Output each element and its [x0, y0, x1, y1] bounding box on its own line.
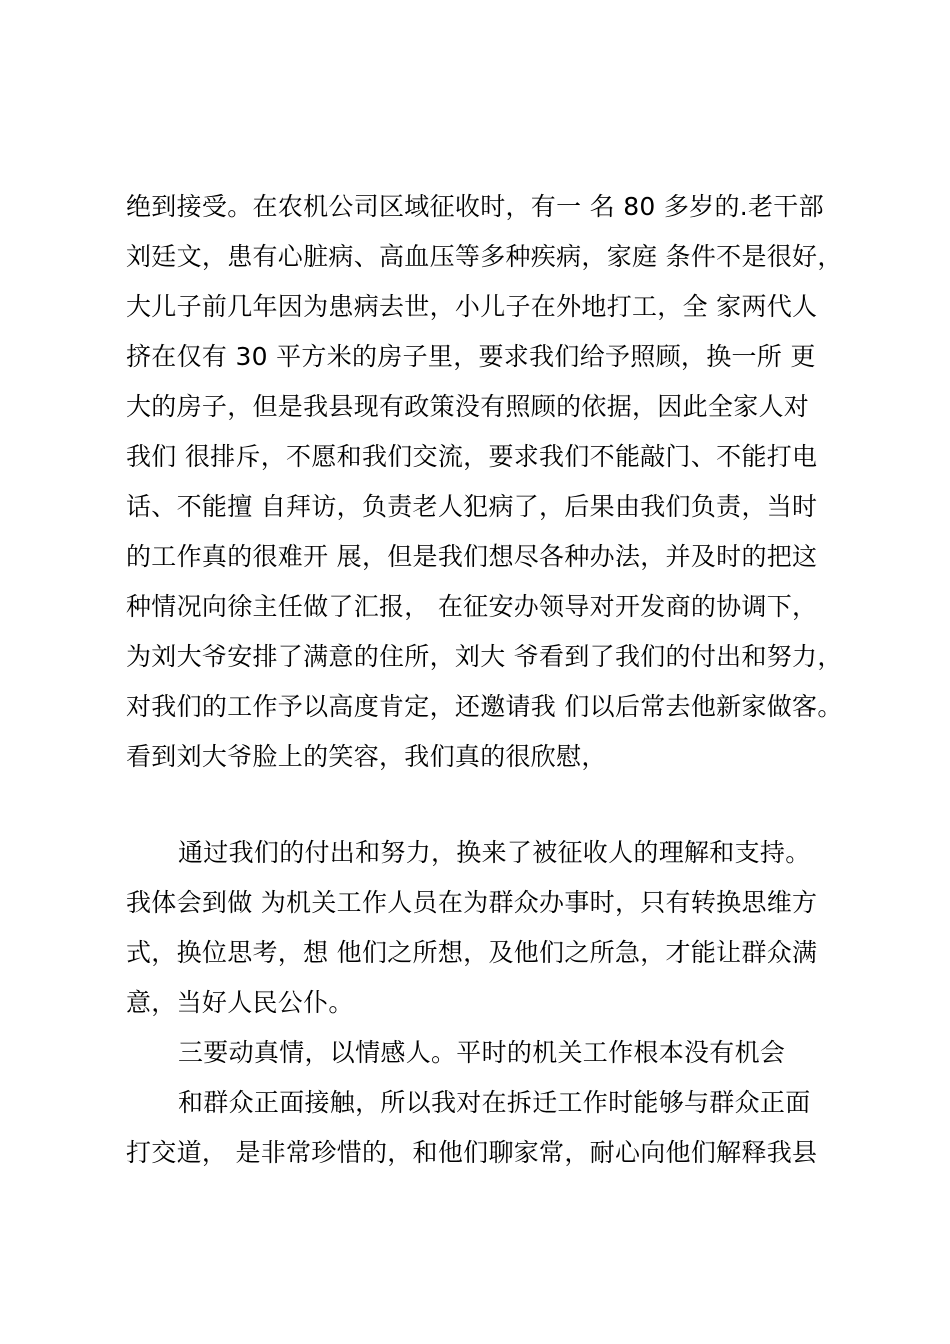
text-line: 挤在仅有 30 平方米的房子里，要求我们给予照顾，换一所 更 [126, 342, 816, 371]
text-line: 三要动真情，以情感人。平时的机关工作根本没有机会 [178, 1038, 786, 1067]
paragraph-1 [126, 182, 843, 782]
text-line: 绝到接受。在农机公司区域征收时，有一 名 80 多岁的.老干部 [126, 192, 824, 221]
text-line: 通过我们的付出和努力，换来了被征收人的理解和支持。 [178, 838, 811, 867]
text-line: 式，换位思考，想 他们之所想，及他们之所急，才能让群众满 [126, 938, 818, 967]
paragraph-2 [126, 828, 817, 1178]
text-line: 意，当好人民公仆。 [126, 988, 354, 1017]
text-line: 为刘大爷安排了满意的住所，刘大 爷看到了我们的付出和努力， [126, 642, 843, 671]
text-line: 的工作真的很难开 展，但是我们想尽各种办法，并及时的把这 [126, 542, 818, 571]
text-line: 打交道， 是非常珍惜的，和他们聊家常，耐心向他们解释我县 [126, 1138, 818, 1167]
text-line: 我们 很排斥，不愿和我们交流，要求我们不能敲门、不能打电 [126, 442, 818, 471]
text-line: 话、不能擅 自拜访，负责老人犯病了，后果由我们负责，当时 [126, 492, 818, 521]
text-line: 种情况向徐主任做了汇报， 在征安办领导对开发商的协调下， [126, 592, 818, 621]
text-line: 对我们的工作予以高度肯定，还邀请我 们以后常去他新家做客。 [126, 692, 843, 721]
text-line: 大儿子前几年因为患病去世，小儿子在外地打工，全 家两代人 [126, 292, 818, 321]
text-line: 和群众正面接触，所以我对在拆迁工作时能够与群众正面 [178, 1088, 811, 1117]
text-line: 看到刘大爷脸上的笑容，我们真的很欣慰， [126, 742, 607, 771]
text-line: 大的房子，但是我县现有政策没有照顾的依据，因此全家人对 [126, 392, 810, 421]
text-line: 刘廷文，患有心脏病、高血压等多种疾病，家庭 条件不是很好， [126, 242, 843, 271]
text-line: 我体会到做 为机关工作人员在为群众办事时，只有转换思维方 [126, 888, 818, 917]
